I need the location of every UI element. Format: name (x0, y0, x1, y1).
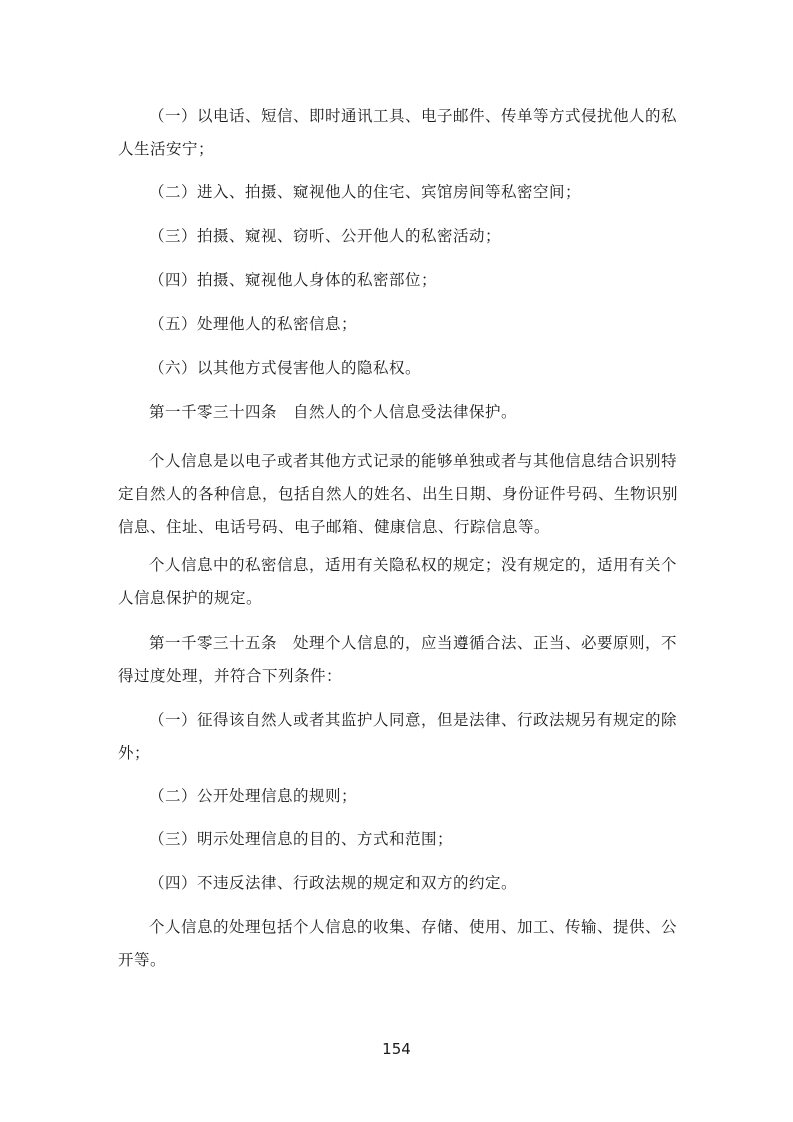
paragraph-private-space: （二）进入、拍摄、窥视他人的住宅、宾馆房间等私密空间； (149, 183, 582, 201)
paragraph-consent-condition: （一）征得该自然人或者其监护人同意，但是法律、行政法规另有规定的除外； (118, 711, 678, 762)
paragraph-no-violation: （四）不违反法律、行政法规的规定和双方的约定。 (149, 874, 518, 892)
paragraph-private-information: （五）处理他人的私密信息； (149, 315, 358, 333)
paragraph-processing-scope: 个人信息的处理包括个人信息的收集、存储、使用、加工、传输、提供、公开等。 (118, 918, 678, 969)
paragraph-other-infringement: （六）以其他方式侵害他人的隐私权。 (149, 359, 422, 377)
paragraph-personal-info-definition: 个人信息是以电子或者其他方式记录的能够单独或者与其他信息结合识别特定自然人的各种信息，包括自然人的姓名、出生日期、身份证件号码、生物识别信息、住址、电话号码、电子邮箱、健康信息、行踪信息等。 (118, 452, 679, 536)
paragraph-private-activities: （三）拍摄、窥视、窃听、公开他人的私密活动； (149, 227, 502, 245)
article-1035-heading: 第一千零三十五条 处理个人信息的，应当遵循合法、正当、必要原则，不得过度处理，并符合下列条件： (118, 634, 678, 685)
paragraph-purpose-scope: （三）明示处理信息的目的、方式和范围； (149, 830, 454, 848)
paragraph-public-rules: （二）公开处理信息的规则； (149, 787, 358, 805)
paragraph-private-info-rules: 个人信息中的私密信息，适用有关隐私权的规定；没有规定的，适用有关个人信息保护的规定。 (118, 556, 678, 607)
article-1034-heading: 第一千零三十四条 自然人的个人信息受法律保护。 (149, 403, 518, 421)
paragraph-private-body-parts: （四）拍摄、窥视他人身体的私密部位； (149, 271, 438, 289)
page-number: 154 (382, 1040, 411, 1058)
paragraph-harassment-private-life: （一）以电话、短信、即时通讯工具、电子邮件、传单等方式侵扰他人的私人生活安宁； (118, 107, 678, 158)
